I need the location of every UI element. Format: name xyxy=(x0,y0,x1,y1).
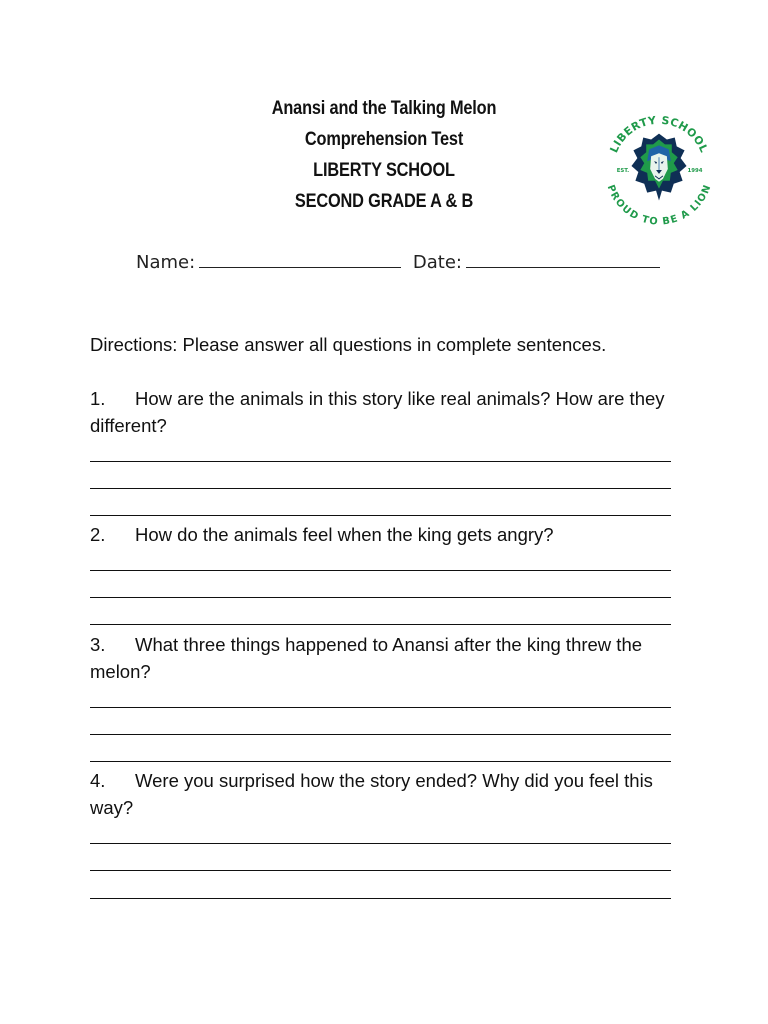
question-1 xyxy=(90,385,680,439)
lion-icon xyxy=(631,134,686,201)
question-2 xyxy=(90,521,680,548)
answer-line[interactable] xyxy=(90,597,671,598)
answer-line[interactable] xyxy=(90,870,671,871)
logo-est-text: EST. xyxy=(616,167,630,174)
name-date-row xyxy=(136,249,676,273)
directions-text: Directions: Please answer all questions in complete sentences. xyxy=(90,334,607,355)
answer-line[interactable] xyxy=(90,734,671,735)
question-number: 2. xyxy=(90,524,106,545)
question-4 xyxy=(90,767,680,821)
question-number: 1. xyxy=(90,388,106,409)
answer-line[interactable] xyxy=(90,761,671,762)
worksheet-title: Anansi and the Talking Melon xyxy=(271,98,497,119)
date-field[interactable] xyxy=(466,249,660,268)
answer-line[interactable] xyxy=(90,461,671,462)
question-number: 3. xyxy=(90,634,106,655)
date-label: Date: xyxy=(412,252,462,273)
question-text: How do the animals feel when the king gets angry? xyxy=(135,524,554,545)
answer-line[interactable] xyxy=(90,898,671,899)
answer-line[interactable] xyxy=(90,707,671,708)
logo-bottom-text: PROUD TO BE A LION xyxy=(604,183,714,228)
answer-line[interactable] xyxy=(90,570,671,571)
question-3 xyxy=(90,631,680,685)
logo-year-text: 1994 xyxy=(687,167,703,174)
answer-line[interactable] xyxy=(90,624,671,625)
name-field[interactable] xyxy=(199,249,401,268)
question-text: How are the animals in this story like real animals? How are they different? xyxy=(90,388,665,436)
question-text: Were you surprised how the story ended? Why did you feel this way? xyxy=(90,770,653,818)
test-type: Comprehension Test xyxy=(304,129,464,150)
question-text: What three things happened to Anansi after the king threw the melon? xyxy=(90,634,643,682)
answer-line[interactable] xyxy=(90,843,671,844)
answer-line[interactable] xyxy=(90,515,671,516)
question-number: 4. xyxy=(90,770,106,791)
school-name: LIBERTY SCHOOL xyxy=(313,160,455,181)
logo-top-text: LIBERTY SCHOOL xyxy=(607,113,711,155)
name-label: Name: xyxy=(136,252,196,273)
answer-line[interactable] xyxy=(90,488,671,489)
school-logo xyxy=(600,110,718,228)
grade-label: SECOND GRADE A & B xyxy=(294,191,474,212)
